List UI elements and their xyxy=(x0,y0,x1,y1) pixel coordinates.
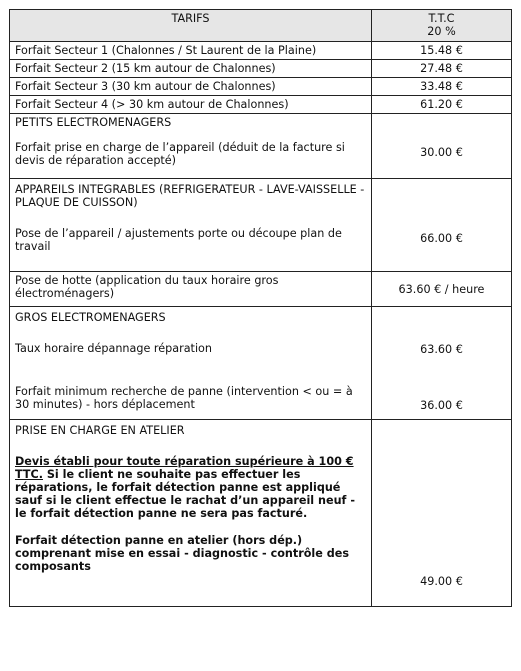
atelier-row xyxy=(10,420,512,607)
gros-item-2: Forfait minimum recherche de panne (intervention < ou = à 30 minutes) - hors déplacement xyxy=(15,385,353,411)
sector-row-3 xyxy=(10,78,512,96)
sector-3-label: Forfait Secteur 3 (30 km autour de Chalonnes) xyxy=(10,78,372,96)
hotte-price: 63.60 € / heure xyxy=(372,272,512,307)
header-tarifs: TARIFS xyxy=(10,10,372,42)
header-tax-rate: 20 % xyxy=(427,25,456,38)
integrables-price: 66.00 € xyxy=(372,179,512,272)
hotte-row xyxy=(10,272,512,307)
atelier-devis-rest: Si le client ne souhaite pas effectuer les réparations, le forfait détection panne est appliqué sauf si le client effectue le rachat d’un appareil neuf - le forfait détection panne ne sera pas facturé. xyxy=(15,468,355,520)
gros-electromenagers-row xyxy=(10,307,512,420)
tariff-table xyxy=(9,9,512,607)
atelier-title: PRISE EN CHARGE EN ATELIER xyxy=(15,424,185,437)
sector-1-label: Forfait Secteur 1 (Chalonnes / St Laurent de la Plaine) xyxy=(10,42,372,60)
atelier-price: 49.00 € xyxy=(372,420,512,607)
integrables-title: APPAREILS INTEGRABLES (REFRIGERATEUR - LAVE-VAISSELLE - PLAQUE DE CUISSON) xyxy=(15,183,365,209)
sector-4-label: Forfait Secteur 4 (> 30 km autour de Chalonnes) xyxy=(10,96,372,114)
sector-2-label: Forfait Secteur 2 (15 km autour de Chalonnes) xyxy=(10,60,372,78)
atelier-devis-underlined: Devis établi pour toute réparation supérieure à 100 € TTC. xyxy=(15,455,354,481)
petits-price: 30.00 € xyxy=(372,114,512,179)
sector-2-price: 27.48 € xyxy=(372,60,512,78)
sector-3-price: 33.48 € xyxy=(372,78,512,96)
sector-row-2 xyxy=(10,60,512,78)
table-header-row xyxy=(10,10,512,42)
sector-1-price: 15.48 € xyxy=(372,42,512,60)
sector-row-1 xyxy=(10,42,512,60)
gros-item-1: Taux horaire dépannage réparation xyxy=(15,342,212,355)
gros-price-2: 36.00 € xyxy=(420,399,463,412)
petits-title: PETITS ELECTROMENAGERS xyxy=(15,116,172,129)
integrables-row xyxy=(10,179,512,272)
tariff-page xyxy=(9,9,511,662)
atelier-devis xyxy=(15,455,366,520)
header-ttc-label: T.T.C xyxy=(428,12,455,25)
atelier-item: Forfait détection panne en atelier (hors dép.) comprenant mise en essai - diagnostic - contrôle des composants xyxy=(15,534,349,573)
header-ttc xyxy=(372,10,512,42)
petits-electromenagers-row xyxy=(10,114,512,179)
petits-item: Forfait prise en charge de l’appareil (déduit de la facture si devis de réparation accepté) xyxy=(15,141,345,167)
gros-title: GROS ELECTROMENAGERS xyxy=(15,311,166,324)
integrables-item: Pose de l’appareil / ajustements porte ou découpe plan de travail xyxy=(15,227,342,253)
gros-price-1: 63.60 € xyxy=(420,343,463,356)
hotte-item: Pose de hotte (application du taux horaire gros électroménagers) xyxy=(10,272,372,307)
sector-row-4 xyxy=(10,96,512,114)
sector-4-price: 61.20 € xyxy=(372,96,512,114)
